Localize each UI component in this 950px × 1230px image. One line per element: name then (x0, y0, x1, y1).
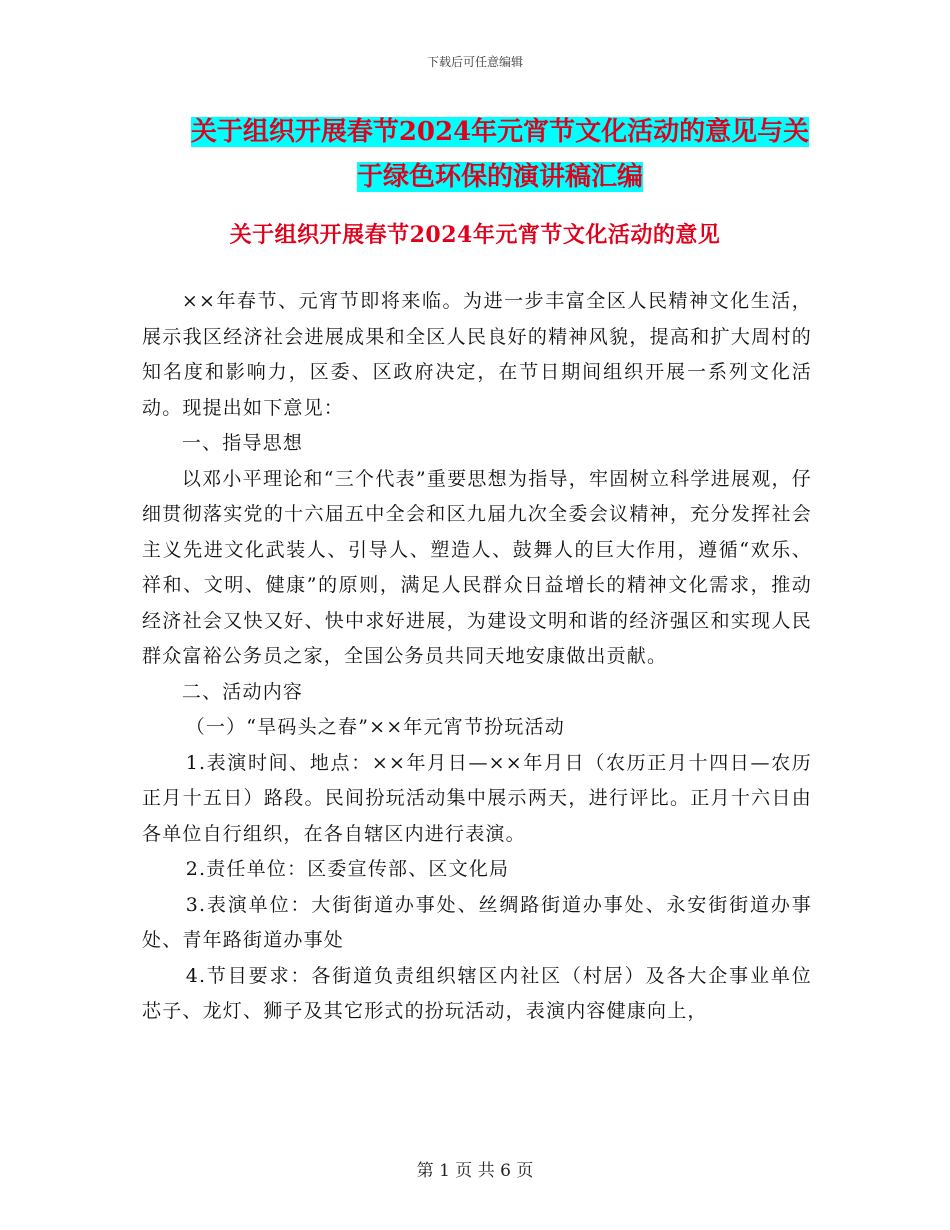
paragraph-guiding-ideology: 以邓小平理论和“三个代表”重要思想为指导，牢固树立科学进展观，仔细贯彻落实党的十六届五中全会和区九届九次全委会议精神，充分发挥社会主义先进文化武装人、引导人、塑造人、鼓舞人的巨大作用，遵循“欢乐、祥和、文明、健康”的原则，满足人民群众日益增长的精神文化需求，推动经济社会又快又好、快中求好进展，为建设文明和谐的经济强区和实现人民群众富裕公务员之家，全国公务员共同天地安康做出贡献。 (142, 467, 812, 667)
subheading-activity-1: （一）“旱码头之春”××年元宵节扮玩活动 (185, 716, 565, 738)
paragraph-program-requirements: 4.节目要求：各街道负责组织辖区内社区（村居）及各大企事业单位芯子、龙灯、狮子及其它形式的扮玩活动，表演内容健康向上， (142, 964, 812, 1022)
title-line-1: 关于组织开展春节2024年元宵节文化活动的意见与关 (190, 117, 810, 147)
header-note: 下载后可任意编辑 (426, 55, 523, 69)
title-line-2: 于绿色环保的演讲稿汇编 (356, 162, 643, 192)
paragraph-performance-time: 1.表演时间、地点：××年月日—××年月日（农历正月十四日—农历正月十五日）路段。民间扮玩活动集中展示两天，进行评比。正月十六日由各单位自行组织，在各自辖区内进行表演。 (142, 751, 812, 845)
document-title (150, 110, 850, 200)
paragraph-responsible-unit: 2.责任单位：区委宣传部、区文化局 (185, 858, 510, 880)
section-title: 关于组织开展春节2024年元宵节文化活动的意见 (229, 222, 721, 248)
document-body (142, 284, 812, 1030)
heading-guiding-ideology: 一、指导思想 (181, 432, 304, 454)
page-footer: 第 1 页 共 6 页 (416, 1161, 534, 1181)
paragraph-intro: ××年春节、元宵节即将来临。为进一步丰富全区人民精神文化生活，展示我区经济社会进展成果和全区人民良好的精神风貌，提高和扩大周村的知名度和影响力，区委、区政府决定，在节日期间组织开展一系列文化活动。现提出如下意见： (142, 290, 812, 419)
heading-activity-content: 二、活动内容 (181, 680, 304, 703)
paragraph-performing-units: 3.表演单位：大街街道办事处、丝绸路街道办事处、永安街街道办事处、青年路街道办事处 (142, 893, 812, 951)
